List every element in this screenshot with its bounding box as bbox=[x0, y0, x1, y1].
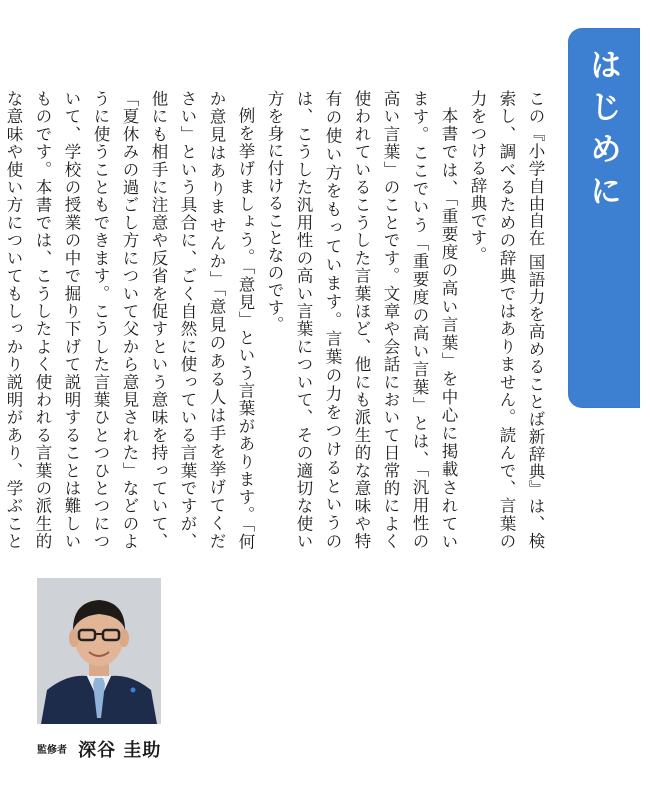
supervisor-photo bbox=[37, 578, 161, 724]
paragraph-important-words: 本書では、「重要度の高い言葉」を中心に掲載されています。ここでいう「重要度の高い言葉」とは、「汎用性の高い言葉」のことです。文章や会話において日常的によく使われているこうした言葉ほど、他にも派生的な意味や特有の使い方をもっています。言葉の力をつけるというのは、こうした汎用性の高い言葉について、その適切な使い方を身に付けることなのです。 bbox=[265, 90, 458, 550]
paragraph-example: 例を挙げましょう。「意見」という言葉があります。「何か意見はありませんか」「意見のある人は手を挙げてください」という具合に、ごく自然に使っている言葉ですが、他にも相手に注意や反省を促すという意味を持っていて、「夏休みの過ごし方について父から意見された」などのように使うこともできます。こうした言葉ひとつひとつについて、学校の授業の中で掘り下げて説明することは難しいものです。本書では、こうしたよく使われる言葉の派生的な意味や使い方についてもしっかり説明があり、学ぶこと bbox=[4, 90, 255, 550]
supervisor-credit bbox=[37, 736, 161, 762]
heading-tab bbox=[568, 28, 640, 408]
paragraph-intro: この『小学自由自在 国語力を高めることば新辞典』は、検索し、調べるための辞典ではありません。読んで、言葉の力をつける辞典です。 bbox=[468, 90, 545, 550]
preface-body bbox=[4, 90, 550, 550]
credit-name: 深谷 圭助 bbox=[78, 740, 162, 761]
page-title: はじめに bbox=[585, 48, 623, 216]
portrait-image bbox=[37, 578, 161, 724]
credit-role: 監修者 bbox=[37, 745, 67, 756]
